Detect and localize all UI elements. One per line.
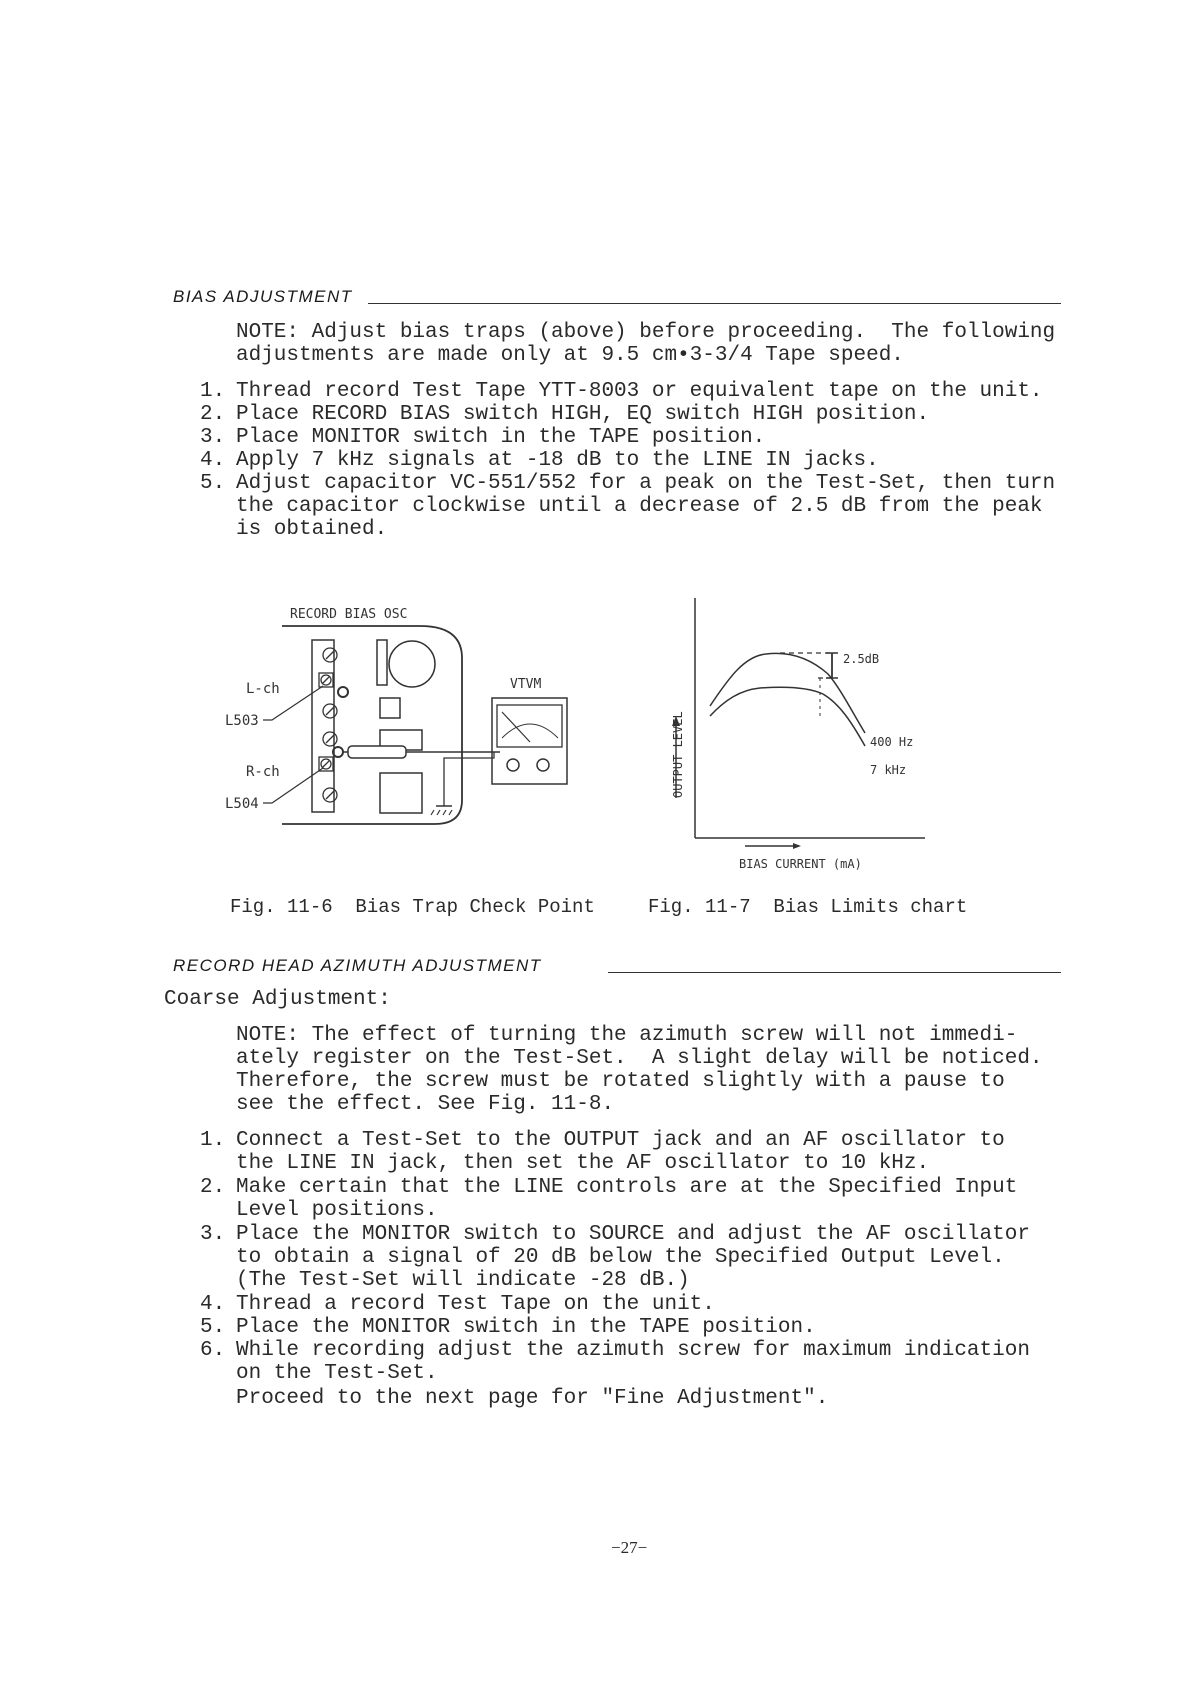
series-400hz-label: 400 Hz bbox=[870, 735, 914, 749]
board-transformer bbox=[389, 641, 435, 687]
azimuth-step-text: Connect a Test-Set to the OUTPUT jack and an AF oscillator to bbox=[236, 1129, 1005, 1152]
azimuth-step-number: 4. bbox=[200, 1293, 226, 1316]
azimuth-adjustment-heading: RECORD HEAD AZIMUTH ADJUSTMENT bbox=[173, 956, 542, 975]
fig-11-6-caption: Fig. 11-6 Bias Trap Check Point bbox=[230, 896, 595, 918]
ground-lead bbox=[444, 752, 494, 806]
bias-step-text: Place RECORD BIAS switch HIGH, EQ switch HIGH position. bbox=[236, 403, 930, 426]
r-ch-label: R-ch bbox=[246, 764, 280, 780]
bias-step-number: 2. bbox=[200, 403, 226, 426]
bias-step-number: 3. bbox=[200, 426, 226, 449]
bias-step-number: 5. bbox=[200, 472, 226, 495]
azimuth-step-text: While recording adjust the azimuth screw for maximum indication bbox=[236, 1339, 1030, 1362]
vtvm-needle bbox=[502, 712, 530, 742]
azimuth-note-line: see the effect. See Fig. 11-8. bbox=[236, 1093, 615, 1116]
bias-step-text: is obtained. bbox=[236, 518, 388, 541]
azimuth-step-text: Place the MONITOR switch to SOURCE and adjust the AF oscillator bbox=[236, 1223, 1030, 1246]
azimuth-step-text: Make certain that the LINE controls are at the Specified Input bbox=[236, 1176, 1018, 1199]
bias-step-text: Adjust capacitor VC-551/552 for a peak on the Test-Set, then turn bbox=[236, 472, 1056, 495]
azimuth-heading-rule bbox=[608, 972, 1061, 973]
record-bias-osc-label: RECORD BIAS OSC bbox=[290, 607, 408, 622]
azimuth-step-number: 5. bbox=[200, 1316, 226, 1339]
azimuth-note-line: Therefore, the screw must be rotated slightly with a pause to bbox=[236, 1070, 1005, 1093]
test-point-l bbox=[338, 687, 348, 697]
fig-11-7-caption: Fig. 11-7 Bias Limits chart bbox=[648, 896, 968, 918]
closing-instruction: Proceed to the next page for "Fine Adjustment". bbox=[236, 1387, 829, 1410]
azimuth-step-text: the LINE IN jack, then set the AF oscillator to 10 kHz. bbox=[236, 1152, 930, 1175]
board-component bbox=[380, 773, 422, 813]
coil-strip bbox=[312, 640, 334, 812]
vtvm-terminal bbox=[537, 759, 549, 771]
azimuth-step-text: Level positions. bbox=[236, 1199, 438, 1222]
coarse-adjustment-subheading: Coarse Adjustment: bbox=[164, 988, 391, 1011]
azimuth-step-number: 6. bbox=[200, 1339, 226, 1362]
x-axis-label: BIAS CURRENT (mA) bbox=[739, 857, 862, 871]
vtvm-label: VTVM bbox=[510, 677, 542, 692]
bias-note-line: NOTE: Adjust bias traps (above) before proceeding. The following bbox=[236, 321, 1056, 344]
bias-note-line: adjustments are made only at 9.5 cm•3-3/4 Tape speed. bbox=[236, 344, 904, 367]
osc-board-outline bbox=[282, 626, 462, 824]
vtvm-terminal bbox=[507, 759, 519, 771]
curve-400hz bbox=[710, 653, 865, 733]
azimuth-step-text: on the Test-Set. bbox=[236, 1362, 438, 1385]
bias-step-number: 1. bbox=[200, 380, 226, 403]
azimuth-note-line: NOTE: The effect of turning the azimuth screw will not immedi- bbox=[236, 1024, 1018, 1047]
board-component bbox=[377, 640, 387, 685]
azimuth-step-text: Thread a record Test Tape on the unit. bbox=[236, 1293, 715, 1316]
test-probe bbox=[348, 746, 406, 758]
bias-step-text: Thread record Test Tape YTT-8003 or equivalent tape on the unit. bbox=[236, 380, 1043, 403]
bias-step-number: 4. bbox=[200, 449, 226, 472]
y-axis-label: OUTPUT LEVEL bbox=[671, 711, 685, 798]
azimuth-step-number: 2. bbox=[200, 1176, 226, 1199]
bias-step-text: the capacitor clockwise until a decrease of 2.5 dB from the peak bbox=[236, 495, 1043, 518]
drop-label: 2.5dB bbox=[843, 652, 880, 666]
azimuth-step-number: 3. bbox=[200, 1223, 226, 1246]
bias-heading-rule bbox=[368, 303, 1061, 304]
bias-adjustment-heading: BIAS ADJUSTMENT bbox=[173, 287, 353, 306]
board-component bbox=[380, 698, 400, 718]
bias-trap-diagram bbox=[225, 598, 590, 838]
azimuth-step-text: (The Test-Set will indicate -28 dB.) bbox=[236, 1269, 690, 1292]
page-number: −27− bbox=[611, 1538, 648, 1557]
azimuth-step-text: to obtain a signal of 20 dB below the Specified Output Level. bbox=[236, 1246, 1005, 1269]
l504-label: L504 bbox=[225, 796, 259, 812]
bias-limits-chart bbox=[660, 598, 940, 878]
azimuth-step-number: 1. bbox=[200, 1129, 226, 1152]
bias-step-text: Apply 7 kHz signals at -18 dB to the LINE IN jacks. bbox=[236, 449, 879, 472]
azimuth-note-line: ately register on the Test-Set. A slight delay will be noticed. bbox=[236, 1047, 1043, 1070]
l503-label: L503 bbox=[225, 713, 259, 729]
curve-7khz bbox=[710, 687, 865, 746]
series-7khz-label: 7 kHz bbox=[870, 763, 907, 777]
bias-step-text: Place MONITOR switch in the TAPE position. bbox=[236, 426, 766, 449]
l-ch-label: L-ch bbox=[246, 681, 280, 697]
azimuth-step-text: Place the MONITOR switch in the TAPE position. bbox=[236, 1316, 816, 1339]
